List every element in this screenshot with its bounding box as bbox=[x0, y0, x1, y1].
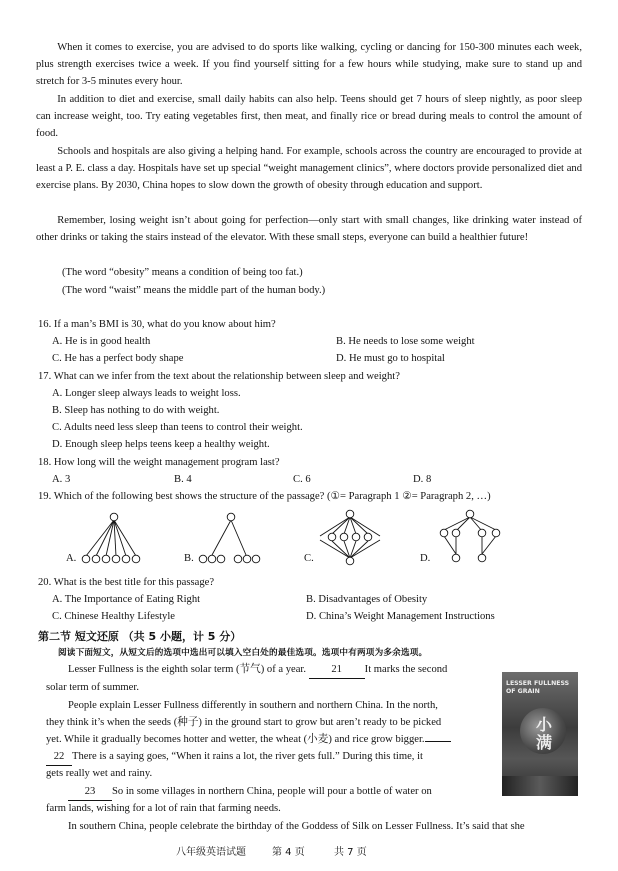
question-20-option-a[interactable]: A. The Importance of Eating Right bbox=[52, 594, 201, 605]
question-18-option-b[interactable]: B. 4 bbox=[174, 474, 192, 485]
question-17-stem: 17. What can we infer from the text about the relationship between sleep and weight? bbox=[38, 371, 400, 382]
image-caption-line-1: LESSER FULLNESS bbox=[506, 680, 570, 687]
question-16-option-d[interactable]: D. He must go to hospital bbox=[336, 353, 445, 364]
lesser-fullness-image bbox=[502, 672, 578, 796]
question-17-option-c[interactable]: C. Adults need less sleep than teens to control their weight. bbox=[52, 422, 303, 433]
passage2-line-7: gets really wet and rainy. bbox=[46, 768, 153, 779]
footer-subject: 八年级英语试题 bbox=[176, 847, 246, 858]
question-16-option-a[interactable]: A. He is in good health bbox=[52, 336, 151, 347]
structure-diagram-d bbox=[438, 508, 502, 566]
blank-22[interactable]: 22 bbox=[46, 749, 72, 766]
question-19-option-d[interactable]: D. bbox=[420, 553, 431, 564]
note-obesity: (The word “obesity” means a condition of being too fat.) bbox=[62, 267, 303, 278]
structure-diagram-a bbox=[80, 510, 148, 566]
image-caption-en bbox=[506, 680, 569, 696]
image-char-1: 小 bbox=[536, 715, 553, 734]
question-20-stem: 20. What is the best title for this passage? bbox=[38, 577, 215, 588]
passage2-line-10: In southern China, people celebrate the birthday of the Goddess of Silk on Lesser Fullness. It’s said that she bbox=[68, 821, 525, 832]
blank-22-line[interactable] bbox=[425, 741, 451, 742]
question-19-option-a[interactable]: A. bbox=[66, 553, 77, 564]
passage2-text: There is a saying goes, “When it rains a lot, the river gets full.” During this time, it bbox=[72, 751, 423, 762]
section-heading: 第二节 短文还原 （共 5 小题，计 5 分） bbox=[38, 630, 242, 643]
question-18-option-a[interactable]: A. 3 bbox=[52, 474, 71, 485]
question-17-option-b[interactable]: B. Sleep has nothing to do with weight. bbox=[52, 405, 220, 416]
question-16-option-c[interactable]: C. He has a perfect body shape bbox=[52, 353, 184, 364]
passage-paragraph-2: In addition to diet and exercise, small daily habits can also help. Teens should get 7 hours of sleep nightly, as poor sleep can increase weight, too. Try eating vegetables first, then meat, and finally rice or bread during meals to control the amount of food. bbox=[36, 94, 582, 139]
section-instruction: 阅读下面短文，从短文后的选项中选出可以填入空白处的最佳选项。选项中有两项为多余选项。 bbox=[58, 648, 428, 658]
passage-paragraph-3: Schools and hospitals are also giving a helping hand. For example, schools across the country are encouraged to provide at least a P. E. class a day. Hospitals have set up special “weight management clinics”, where doctors provide personalized diet and exercise plans. By 2030, China hopes to slow down the growth of obesity through education and support. bbox=[36, 146, 582, 191]
blank-21[interactable]: 21 bbox=[309, 662, 365, 679]
structure-diagram-b bbox=[198, 510, 268, 566]
passage2-line-4: they think it’s when the seeds (种子) in the ground start to grow but aren’t ready to be picked bbox=[46, 717, 442, 728]
passage2-line-8 bbox=[68, 784, 432, 801]
image-caption-zh bbox=[536, 716, 552, 752]
passage2-line-6 bbox=[46, 749, 423, 766]
question-18-option-d[interactable]: D. 8 bbox=[413, 474, 432, 485]
question-19-stem: 19. Which of the following best shows the structure of the passage? (①= Paragraph 1 ②= Paragraph 2, …) bbox=[38, 491, 491, 502]
question-17-option-a[interactable]: A. Longer sleep always leads to weight loss. bbox=[52, 388, 241, 399]
question-16-stem: 16. If a man’s BMI is 30, what do you know about him? bbox=[38, 319, 276, 330]
passage2-line-5 bbox=[46, 732, 451, 748]
question-18-stem: 18. How long will the weight management program last? bbox=[38, 457, 280, 468]
passage2-text: So in some villages in northern China, people will pour a bottle of water on bbox=[112, 786, 432, 797]
note-waist: (The word “waist” means the middle part of the human body.) bbox=[62, 285, 326, 296]
question-19-option-b[interactable]: B. bbox=[184, 553, 194, 564]
footer-page: 第 4 页 bbox=[272, 847, 305, 858]
passage2-line-1 bbox=[68, 662, 447, 679]
passage2-text: Lesser Fullness is the eighth solar term (节气) of a year. bbox=[68, 664, 307, 675]
passage-paragraph-4: Remember, losing weight isn’t about going for perfection—only start with small changes, like drinking water instead of other drinks or taking the stairs instead of the elevator. With these small steps, everyone can build a healthier future! bbox=[36, 215, 582, 243]
question-20-option-d[interactable]: D. China’s Weight Management Instructions bbox=[306, 611, 495, 622]
question-20-option-b[interactable]: B. Disadvantages of Obesity bbox=[306, 594, 428, 605]
blank-23[interactable]: 23 bbox=[68, 784, 112, 801]
image-caption-line-2: OF GRAIN bbox=[506, 688, 540, 695]
passage2-text: yet. While it gradually becomes hotter and wetter, the wheat (小麦) and rice grow bigger. bbox=[46, 734, 425, 745]
question-20-option-c[interactable]: C. Chinese Healthy Lifestyle bbox=[52, 611, 175, 622]
passage-paragraph-1: When it comes to exercise, you are advised to do sports like walking, cycling or dancing for 150-300 minutes each week, plus strength exercises twice a week. If you find yourself sitting for a few hours while studying, make sure to stand up and stretch for 3-5 minutes every hour. bbox=[36, 42, 582, 87]
passage2-line-2: solar term of summer. bbox=[46, 682, 139, 693]
footer-total: 共 7 页 bbox=[334, 847, 367, 858]
structure-diagram-c bbox=[316, 508, 388, 566]
passage2-text: It marks the second bbox=[364, 664, 448, 675]
image-bottom-band bbox=[502, 776, 578, 796]
question-16-option-b[interactable]: B. He needs to lose some weight bbox=[336, 336, 475, 347]
question-17-option-d[interactable]: D. Enough sleep helps teens keep a healthy weight. bbox=[52, 439, 270, 450]
image-char-2: 满 bbox=[536, 733, 553, 752]
passage2-line-9: farm lands, wishing for a lot of rain that farming needs. bbox=[46, 803, 281, 814]
question-19-option-c[interactable]: C. bbox=[304, 553, 314, 564]
question-18-option-c[interactable]: C. 6 bbox=[293, 474, 311, 485]
passage2-line-3: People explain Lesser Fullness differently in southern and northern China. In the north, bbox=[68, 700, 438, 711]
